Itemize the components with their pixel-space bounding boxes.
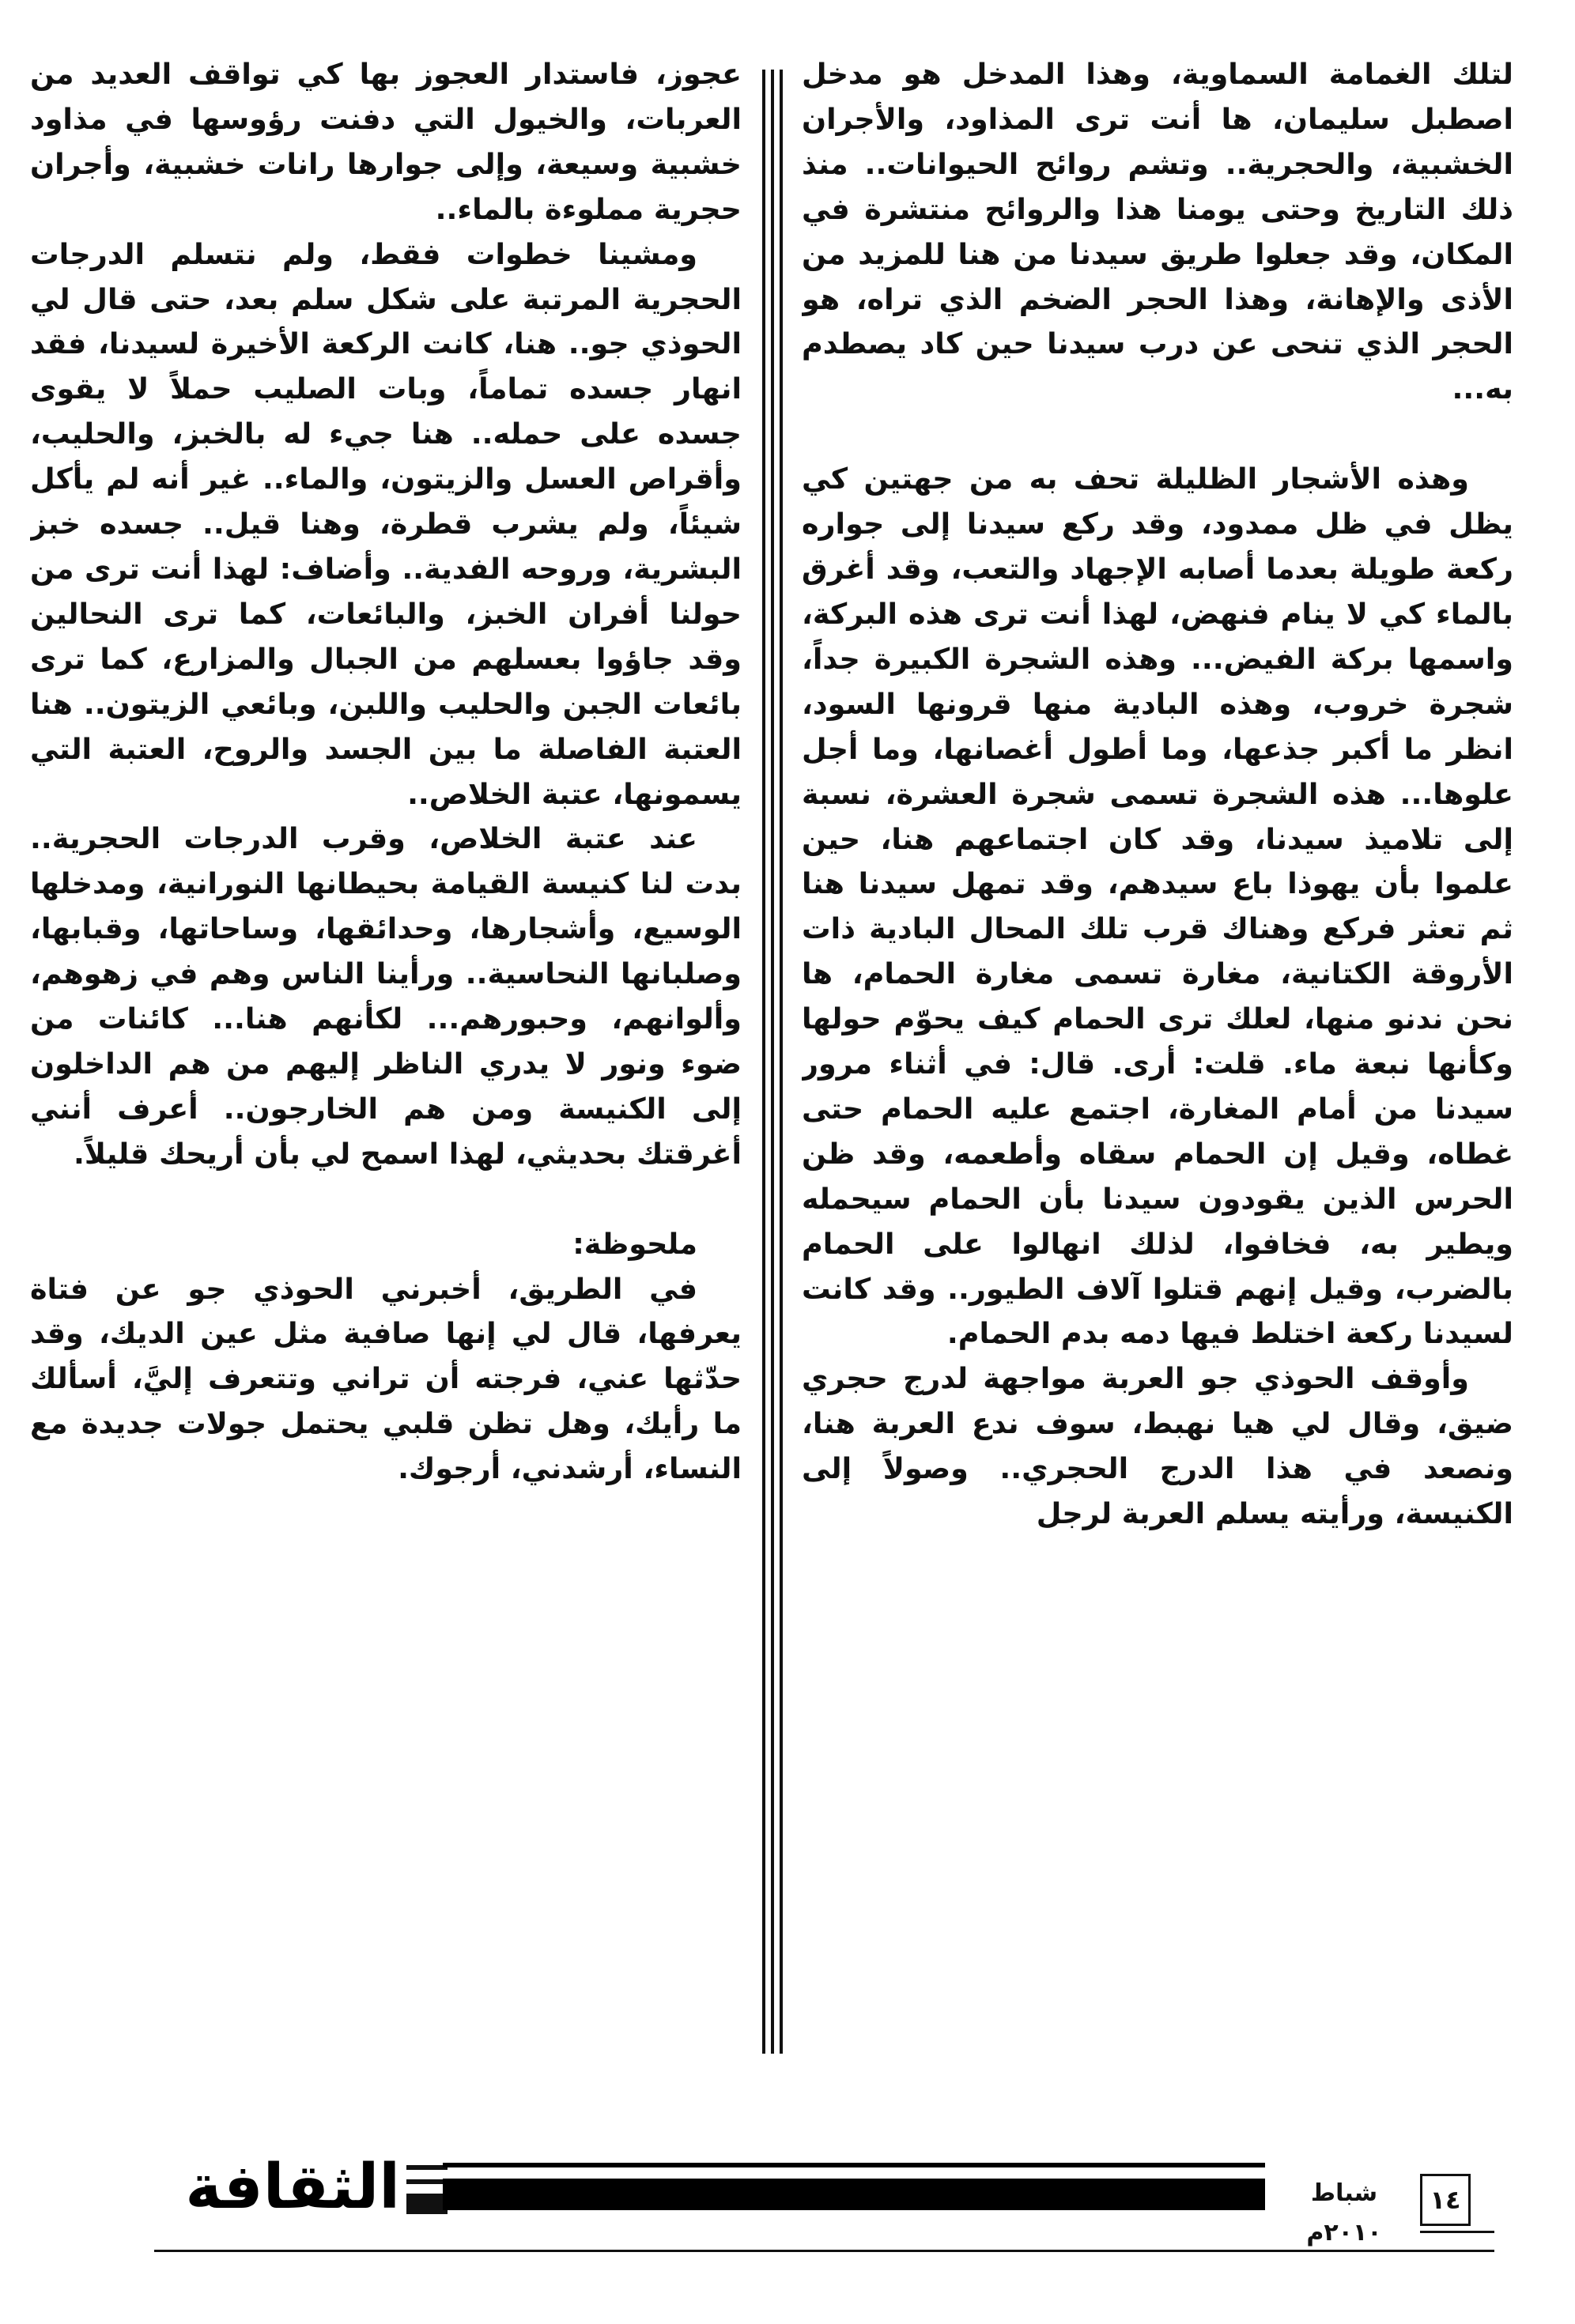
logo-text: الثقافة	[185, 2152, 400, 2223]
page-footer	[0, 2150, 1575, 2308]
note-heading: ملحوظة:	[572, 1226, 697, 1261]
paragraph: وأوقف الحوذي جو العربة مواجهة لدرج حجري ضيق، وقال لي هيا نهبط، سوف ندع العربة هنا، ونصعد في هذا الدرج الحجري.. وصولاً إلى الكنيسة، ورأيته يسلم العربة لرجل	[802, 1361, 1513, 1531]
footer-bottom-rule	[154, 2250, 1494, 2252]
paragraph: لتلك الغمامة السماوية، وهذا المدخل هو مدخل اصطبل سليمان، ها أنت ترى المذاود، والأجران الخشبية، والحجرية.. وتشم روائح الحيوانات.. منذ ذلك التاريخ وحتى يومنا هذا والروائح منتشرة في المكان، وقد جعلوا طريق سيدنا من هنا للمزيد من الأذى والإهانة، وهذا الحجر الضخم الذي تراه، هو الحجر الذي تنحى عن درب سيدنا حين كاد يصطدم به...	[802, 57, 1513, 406]
paragraph: عند عتبة الخلاص، وقرب الدرجات الحجرية.. بدت لنا كنيسة القيامة بحيطانها النورانية، ومدخلها الوسيع، وأشجارها، وحدائقها، وساحاتها، وقبابها، وصلبانها النحاسية.. ورأينا الناس وهم في زهوهم، وألوانهم، وحبورهم... لكأنهم هنا... كائنات من ضوء ونور لا يدري الناظر إليهم من هم الداخلون إلى الكنيسة ومن هم الخارجون.. أعرف أنني أغرقتك بحديثي، لهذا اسمح لي بأن أريحك قليلاً.	[30, 821, 742, 1171]
paragraph: ومشينا خطوات فقط، ولم نتسلم الدرجات الحجرية المرتبة على شكل سلم بعد، حتى قال لي الحوذي جو.. هنا، كانت الركعة الأخيرة لسيدنا، فقد انهار جسده تماماً، وبات الصليب حملاً لا يقوى جسده على حمله.. هنا جيء له بالخبز، والحليب، وأقراص العسل والزيتون، والماء.. غير أنه لم يأكل شيئاً، ولم يشرب قطرة، وهنا قيل.. جسده خبز البشرية، وروحه الفدية.. وأضاف: لهذا أنت ترى من حولنا أفران الخبز، والبائعات، كما ترى النحالين وقد جاؤوا بعسلهم من الجبال والمزارع، كما ترى بائعات الجبن والحليب واللبن، وبائعي الزيتون.. هنا العتبة الفاصلة ما بين الجسد والروح، العتبة التي يسمونها، عتبة الخلاص..	[30, 236, 742, 811]
footer-rule-thin	[443, 2163, 1265, 2167]
footer-bar	[443, 2179, 1265, 2210]
page-number: ١٤	[1420, 2174, 1471, 2226]
magazine-logo	[155, 2152, 448, 2223]
issue-date: شباط ٢٠١٠م	[1306, 2179, 1382, 2247]
article-column-right	[802, 52, 1513, 2076]
column-divider	[759, 70, 786, 2054]
article-column-left	[30, 52, 742, 2076]
page-number-rule	[1420, 2231, 1494, 2233]
paragraph: وهذه الأشجار الظليلة تحف به من جهتين كي يظل في ظل ممدود، وقد ركع سيدنا إلى جواره ركعة طويلة بعدما أصابه الإجهاد والتعب، وقد أغرق بالماء كي لا ينام فنهض، لهذا أنت ترى هذه البركة، واسمها بركة الفيض... وهذه الشجرة الكبيرة جداً، شجرة خروب، وهذه البادية منها قرونها السود، انظر ما أكبر جذعها، وما أطول أغصانها، وما أجل علوها... هذه الشجرة تسمى شجرة العشرة، نسبة إلى تلاميذ سيدنا، وقد كان اجتماعهم هنا، حين علموا بأن يهوذا باع سيدهم، وقد تمهل سيدنا هنا ثم تعثر فركع وهناك قرب تلك المحال البادية ذات الأروقة الكتانية، مغارة تسمى مغارة الحمام، ها نحن ندنو منها، لعلك ترى الحمام كيف يحوّم حولها وكأنها نبعة ماء. قلت: أرى. قال: في أثناء مرور سيدنا من أمام المغارة، اجتمع عليه الحمام حتى غطاه، وقيل إن الحمام سقاه وأطعمه، وقد ظن الحرس الذين يقودون سيدنا بأن الحمام سيحمله ويطير به، فخافوا، لذلك انهالوا على الحمام بالضرب، وقيل إنهم قتلوا آلاف الطيور.. وقد كانت لسيدنا ركعة اختلط فيها دمه بدم الحمام.	[802, 462, 1513, 1351]
paragraph: عجوز، فاستدار العجوز بها كي تواقف العديد من العربات، والخيول التي دفنت رؤوسها في مذاود خشبية وسيعة، وإلى جوارها رانات خشبية، وأجران حجرية مملوءة بالماء..	[30, 57, 742, 226]
logo-mark-icon	[406, 2159, 448, 2216]
paragraph: في الطريق، أخبرني الحوذي جو عن فتاة يعرفها، قال لي إنها صافية مثل عين الديك، وقد حدّثها عني، فرجته أن تراني وتتعرف إليَّ، أسألك ما رأيك، وهل تظن قلبي يحتمل جولات جديدة مع النساء، أرشدني، أرجوك.	[30, 1271, 742, 1486]
